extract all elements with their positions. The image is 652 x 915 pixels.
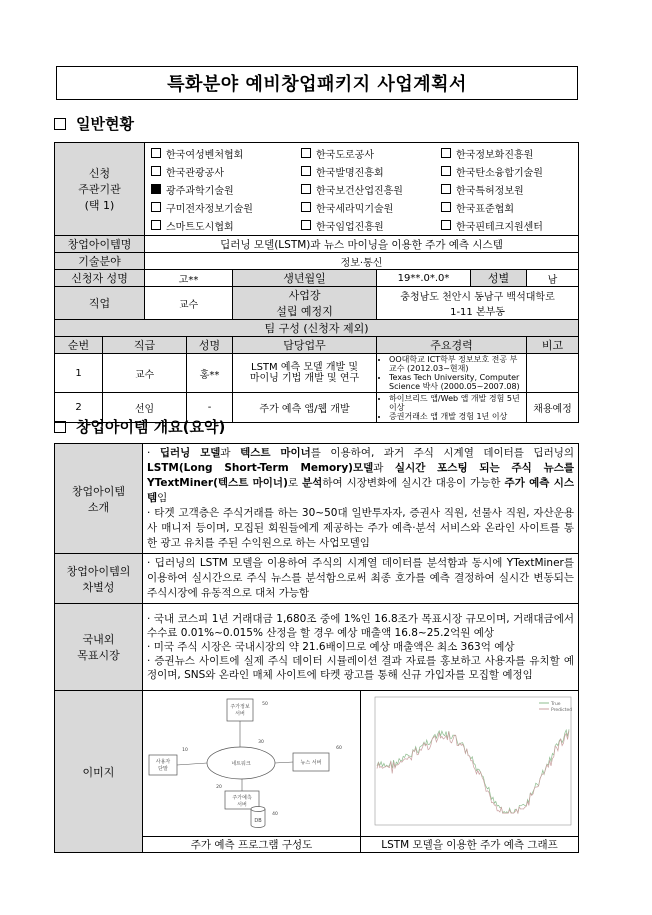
org-option[interactable] — [301, 200, 441, 215]
tech-value: 정보·통신 — [145, 253, 579, 270]
image-label: 이미지 — [55, 691, 143, 853]
intro-para-2: · 타겟 고객층은 주식거래를 하는 30~50대 일반투자자, 증권사 직원, 선물사 직원, 자산운용사 매니저 등이며, 모집된 회원들에게 제공하는 주가 예측·분석 서비스와 온라인 사이트를 통한 광고 유치를 주된 수익원으로 하는 사업모델임 — [147, 507, 574, 549]
legend-true: True — [551, 702, 561, 707]
lstm-prediction-chart — [361, 691, 579, 837]
team-no: 1 — [55, 354, 103, 393]
site-value: 충청남도 천안시 동남구 백석대학로 1-11 본부동 — [377, 287, 579, 320]
birth-value: 19**.0*.0* — [377, 270, 471, 287]
stock-info-server-label-1: 주가정보 — [230, 704, 250, 710]
job-label: 직업 — [55, 287, 145, 320]
org-option[interactable] — [151, 200, 301, 215]
org-option-label: 한국여성벤처협회 — [166, 149, 244, 161]
diff-label: 창업아이템의 차별성 — [55, 554, 143, 604]
org-option-label: 한국임업진흥원 — [316, 221, 384, 233]
checkbox-icon[interactable] — [441, 184, 451, 194]
checkbox-icon[interactable] — [301, 184, 311, 194]
item-name-value: 딥러닝 모델(LSTM)과 뉴스 마이닝을 이용한 주가 예측 시스템 — [145, 236, 579, 253]
team-name: - — [187, 393, 233, 423]
gender-label: 성별 — [471, 270, 527, 287]
checkbox-icon[interactable] — [441, 166, 451, 176]
checkbox-icon[interactable] — [151, 202, 161, 212]
link-right — [275, 762, 293, 763]
career-item: • 증권거래소 앱 개발 경험 1년 이상 — [389, 412, 524, 421]
checkbox-icon[interactable] — [301, 166, 311, 176]
team-duty: 주가 예측 앱/웹 개발 — [233, 393, 377, 423]
item-name-label: 창업아이템명 — [55, 236, 145, 253]
table-row — [55, 354, 579, 393]
applicant-value: 고** — [145, 270, 233, 287]
section-summary-heading — [54, 416, 225, 437]
true-series-line — [377, 729, 569, 813]
caption-left: 주가 예측 프로그램 구성도 — [143, 837, 361, 853]
user-terminal-label-2: 단말 — [158, 766, 168, 772]
org-option[interactable] — [441, 218, 581, 233]
program-diagram — [143, 691, 361, 837]
org-option[interactable] — [151, 146, 301, 161]
team-duty: LSTM 예측 모델 개발 및 마이닝 기법 개발 및 연구 — [233, 354, 377, 393]
org-option-label: 한국도로공사 — [316, 149, 374, 161]
career-item: • 하이브리드 앱/Web 앱 개발 경험 5년 이상 — [389, 394, 524, 412]
prediction-server-label-2: 서버 — [237, 802, 247, 808]
market-label: 국내외 목표시장 — [55, 604, 143, 691]
team-note: 채용예정 — [527, 393, 579, 423]
checkbox-icon[interactable] — [441, 148, 451, 158]
org-option[interactable] — [301, 182, 441, 197]
user-terminal-box — [149, 755, 177, 775]
org-label: 신청 주관기관 (택 1) — [55, 143, 145, 236]
checkbox-icon[interactable] — [151, 166, 161, 176]
org-option-label: 한국관광공사 — [166, 167, 224, 179]
prediction-server-label-1: 주가예측 — [232, 795, 252, 801]
org-option-label: 한국특허정보원 — [456, 185, 524, 197]
career-item: • OO대학교 ICT학부 정보보호 전공 부교수 (2012.03~현재) — [389, 355, 524, 373]
checkbox-checked-icon[interactable] — [151, 184, 161, 194]
applicant-label: 신청자 성명 — [55, 270, 145, 287]
tech-label: 기술분야 — [55, 253, 145, 270]
org-option[interactable] — [301, 218, 441, 233]
checkbox-icon[interactable] — [441, 202, 451, 212]
section-general-heading — [54, 113, 134, 134]
db-cylinder-top — [251, 807, 265, 812]
ref-10: 10 — [182, 748, 188, 753]
team-note — [527, 354, 579, 393]
org-option[interactable] — [301, 164, 441, 179]
section-summary-title: 창업아이템 개요(요약) — [76, 418, 226, 436]
org-option-label: 한국핀테크지원센터 — [456, 221, 543, 233]
document-title: 특화분야 예비창업패키지 사업계획서 — [56, 66, 578, 100]
checkbox-icon[interactable] — [441, 220, 451, 230]
org-option-label: 광주과학기술원 — [166, 185, 234, 197]
org-option[interactable] — [151, 182, 301, 197]
org-option-label: 한국탄소융합기술원 — [456, 167, 543, 179]
team-name: 홍** — [187, 354, 233, 393]
org-option-label: 한국보건산업진흥원 — [316, 185, 403, 197]
org-option-label: 한국발명진흥회 — [316, 167, 384, 179]
org-option[interactable] — [441, 164, 581, 179]
org-option-label: 스마트도시협회 — [166, 221, 234, 233]
org-list — [145, 143, 579, 236]
team-header-no: 순번 — [55, 337, 103, 354]
org-option[interactable] — [441, 182, 581, 197]
news-server-label: 뉴스 서버 — [300, 760, 322, 766]
team-header-name: 성명 — [187, 337, 233, 354]
gender-value: 남 — [527, 270, 579, 287]
market-text — [143, 604, 579, 691]
birth-label: 생년월일 — [233, 270, 377, 287]
diff-text: · 딥러닝의 LSTM 모델을 이용하여 주식의 시계열 데이터를 분석함과 동시에 YTextMiner를 이용하여 실시간으로 주식 뉴스를 분석함으로써 최종 호가를 예측 결정하여 실시간 변동되는 주식시장에 유동적으로 대처 가능함 — [143, 554, 579, 604]
section-general-title: 일반현황 — [76, 115, 134, 133]
org-option[interactable] — [151, 218, 301, 233]
team-header-rank: 직급 — [103, 337, 187, 354]
ref-50: 50 — [262, 702, 268, 707]
team-title: 팀 구성 (신청자 제외) — [55, 320, 579, 337]
user-terminal-label-1: 사용자 — [155, 759, 171, 765]
org-option-label: 한국표준협회 — [456, 203, 514, 215]
org-option[interactable] — [441, 200, 581, 215]
checkbox-icon[interactable] — [151, 220, 161, 230]
link-left — [177, 763, 207, 765]
team-header-duty: 담당업무 — [233, 337, 377, 354]
stock-info-server-box — [227, 699, 253, 721]
org-option-label: 한국세라믹기술원 — [316, 203, 394, 215]
team-career — [377, 354, 527, 393]
team-rank: 교수 — [103, 354, 187, 393]
ref-40: 40 — [272, 812, 278, 817]
market-item: · 미국 주식 시장은 국내시장의 약 21.6배이므로 예상 매출액은 최소 363억 예상 — [147, 641, 515, 653]
career-item: • Texas Tech University, Computer Science 박사 (2000.05~2007.08) — [389, 373, 524, 391]
ref-30: 30 — [258, 740, 264, 745]
db-label: DB — [254, 818, 262, 824]
team-career — [377, 393, 527, 423]
ref-20: 20 — [216, 785, 222, 790]
intro-para-1: · 딥러닝 모델과 텍스트 마이너를 이용하여, 과거 주식 시계열 데이터를 딥러닝의 LSTM(Long Short-Term Memory)모델과 실시간 포스팅 되는 주식 뉴스를 YTextMiner(텍스트 마이너)로 분석하여 시장변화에 실시간 대응이 가능한 주가 예측 시스템임 — [147, 447, 575, 504]
team-header-career: 주요경력 — [377, 337, 527, 354]
network-label: 네트워크 — [231, 761, 251, 767]
diagram-svg — [143, 691, 359, 833]
legend-predicted: Predicted — [551, 708, 573, 713]
market-item: · 국내 코스피 1년 거래대금 1,680조 중에 1%인 16.8조가 목표시장 규모이며, 거래대금에서 수수료 0.01%~0.015% 산정을 할 경우 예상 매출액 16.8~25.2억원 예상 — [147, 613, 574, 639]
job-value: 교수 — [145, 287, 233, 320]
summary-table — [54, 443, 579, 853]
stock-info-server-label-2: 서버 — [235, 711, 245, 717]
general-info-table — [54, 142, 579, 423]
checkbox-icon[interactable] — [151, 148, 161, 158]
square-bullet-icon — [54, 421, 66, 433]
org-option[interactable] — [301, 146, 441, 161]
predicted-series-line — [377, 731, 569, 813]
team-header-row — [55, 337, 579, 354]
checkbox-icon[interactable] — [301, 220, 311, 230]
checkbox-icon[interactable] — [301, 202, 311, 212]
caption-right: LSTM 모델을 이용한 주가 예측 그래프 — [361, 837, 579, 853]
site-label: 사업장 설립 예정지 — [233, 287, 377, 320]
ref-60: 60 — [336, 746, 342, 751]
org-option-label: 한국정보화진흥원 — [456, 149, 534, 161]
org-option-label: 구미전자정보기술원 — [166, 203, 253, 215]
team-no: 2 — [55, 393, 103, 423]
intro-text — [143, 444, 579, 554]
square-bullet-icon — [54, 118, 66, 130]
org-option[interactable] — [441, 146, 581, 161]
org-option[interactable] — [151, 164, 301, 179]
intro-label: 창업아이템 소개 — [55, 444, 143, 554]
market-item: · 증권뉴스 사이트에 실제 주식 데이터 시뮬레이션 결과 자료를 홍보하고 사용자를 유치할 예정이며, SNS와 온라인 매체 사이트에 타켓 광고를 통해 신규 가입자를 모집할 예정임 — [147, 655, 574, 681]
chart-svg — [361, 691, 577, 833]
team-header-note: 비고 — [527, 337, 579, 354]
checkbox-icon[interactable] — [301, 148, 311, 158]
team-rank: 선임 — [103, 393, 187, 423]
